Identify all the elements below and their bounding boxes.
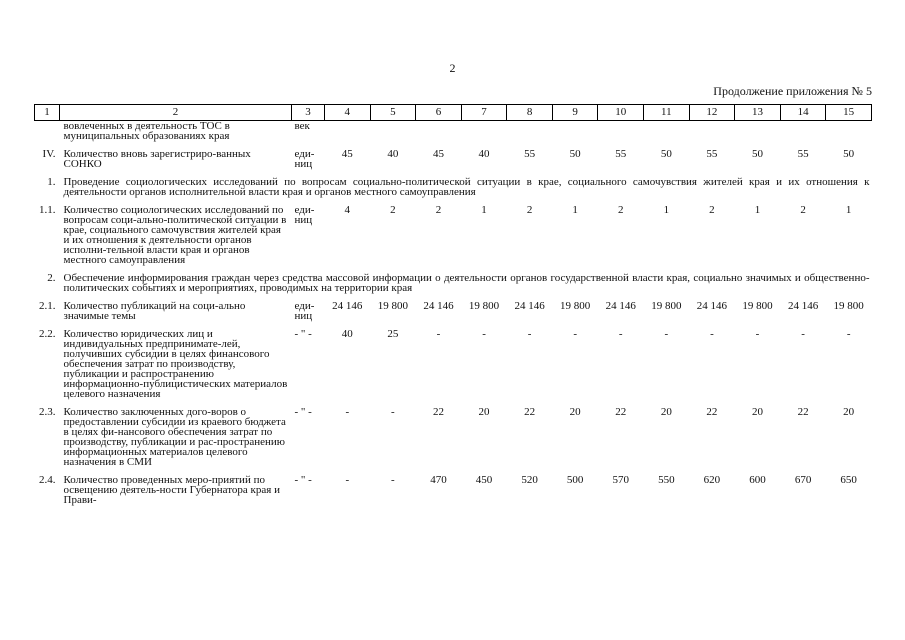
column-header: 3 [292, 105, 325, 121]
column-header: 10 [598, 105, 644, 121]
value-cell: 24 146 [332, 300, 363, 312]
value-cell: 22 [432, 406, 444, 418]
value-cell: 20 [660, 406, 672, 418]
value-cell: - [664, 328, 669, 340]
value-cell: 40 [478, 148, 490, 160]
value-cell: 19 800 [651, 300, 682, 312]
value-cell: - [710, 328, 714, 340]
unit-cell: - " - [294, 328, 312, 340]
indicator-name: Количество проведенных меро-приятий по освещению деятель-ности Губернатора края и Прави- [63, 474, 280, 506]
unit-cell: еди-ниц [294, 148, 315, 170]
value-cell: 19 800 [468, 300, 500, 312]
row-number: 2. [47, 272, 56, 284]
value-cell: 1 [754, 204, 761, 216]
value-cell: 19 800 [560, 300, 591, 312]
column-header: 5 [370, 105, 416, 121]
column-header: 11 [644, 105, 690, 121]
indicator-name: Количество юридических лиц и индивидуальных предпринимате-лей, получивших субсидии в целях финансового обеспечения затрат по производству, публикации и распространению информационно-публицистических материалов целевого назначения [63, 328, 288, 400]
value-cell: 55 [524, 148, 536, 160]
value-cell: 2 [800, 204, 806, 216]
column-header: 12 [689, 105, 735, 121]
value-cell: 2 [435, 204, 442, 216]
row-number: 2.4. [39, 474, 56, 486]
value-cell: 620 [703, 474, 721, 486]
row-number: 2.3. [39, 406, 56, 418]
row-number: 1.1. [39, 204, 56, 216]
value-cell: 550 [658, 474, 675, 486]
value-cell [598, 121, 644, 142]
value-cell: - [391, 406, 395, 418]
value-cell: - [482, 328, 486, 340]
value-cell: - [436, 328, 441, 340]
value-cell: 19 800 [833, 300, 864, 312]
table-header-row [35, 105, 872, 121]
indicator-name: вовлеченных в деятельность ТОС в муниципальных образованиях края [63, 120, 230, 142]
value-cell: 20 [751, 406, 763, 418]
indicator-name: Количество заключенных дого-воров о предоставлении субсидии из краевого бюджета в целях фи-нансового обеспечения затрат по производству, публикации и рас-пространению информационных материалов целевого назначения в СМИ [63, 406, 286, 468]
value-cell: - [527, 328, 532, 340]
value-cell: - [345, 474, 350, 486]
value-cell: 570 [612, 474, 629, 486]
indicator-name: Количество социологических исследований по вопросам соци-ально-политической ситуации в крае, социального самочувствия жителей края и их отношения к деятельности органов исполни-тельной власти края и органов местного самоуправления [63, 204, 287, 266]
value-cell: 22 [524, 406, 536, 418]
value-cell [689, 121, 735, 142]
value-cell: 24 146 [423, 300, 454, 312]
row-number: 1. [47, 176, 56, 188]
table-row [35, 121, 872, 142]
table-row [35, 475, 872, 505]
value-cell [644, 121, 690, 142]
column-header: 4 [325, 105, 371, 121]
page-number: 2 [449, 61, 456, 75]
value-cell [325, 121, 371, 142]
value-cell: 2 [526, 204, 533, 216]
row-number: IV. [42, 148, 56, 160]
column-header: 13 [735, 105, 781, 121]
value-cell [552, 121, 598, 142]
value-cell [826, 121, 872, 142]
column-header: 6 [416, 105, 462, 121]
value-cell: 2 [618, 204, 624, 216]
unit-cell: - " - [294, 474, 312, 486]
value-cell: 19 800 [377, 300, 408, 312]
value-cell: - [755, 328, 760, 340]
value-cell: 25 [387, 328, 399, 340]
value-cell: 24 146 [605, 300, 636, 312]
value-cell: - [573, 328, 578, 340]
unit-cell: еди-ниц [294, 300, 315, 322]
value-cell: - [391, 474, 395, 486]
value-cell: 50 [843, 148, 855, 160]
value-cell: 55 [706, 148, 718, 160]
value-cell: 22 [615, 406, 627, 418]
value-cell: 2 [709, 204, 715, 216]
value-cell: - [801, 328, 805, 340]
table-row [35, 149, 872, 169]
indicators-table [34, 104, 872, 505]
column-header: 7 [461, 105, 507, 121]
section-title: Обеспечение информирования граждан через средства массовой информации о деятельности органов государственной власти края, социально значимых и общественно-политических событиях и мероприятиях, проводимых на территории края [63, 272, 870, 294]
value-cell: 24 146 [514, 300, 545, 312]
value-cell: 40 [341, 328, 353, 340]
value-cell [461, 121, 507, 142]
column-header: 2 [60, 105, 292, 121]
value-cell: 20 [478, 406, 490, 418]
unit-cell: век [294, 120, 310, 132]
value-cell: 600 [749, 474, 766, 486]
section-row [35, 273, 872, 293]
value-cell: - [345, 406, 350, 418]
value-cell: 520 [521, 474, 538, 486]
value-cell: 470 [430, 474, 447, 486]
value-cell [780, 121, 826, 142]
section-row [35, 177, 872, 197]
value-cell: 55 [615, 148, 627, 160]
table-row [35, 329, 872, 399]
column-header: 1 [35, 105, 60, 121]
value-cell: 45 [432, 148, 444, 160]
value-cell: 22 [797, 406, 809, 418]
indicator-name: Количество вновь зарегистриро-ванных СОНКО [63, 148, 251, 170]
table-row [35, 407, 872, 467]
unit-cell: - " - [294, 406, 312, 418]
value-cell [507, 121, 553, 142]
value-cell [416, 121, 462, 142]
value-cell: 55 [797, 148, 809, 160]
value-cell: 19 800 [742, 300, 773, 312]
column-header: 15 [826, 105, 872, 121]
value-cell [735, 121, 781, 142]
value-cell: 50 [751, 148, 763, 160]
value-cell: 24 146 [696, 300, 728, 312]
value-cell: 450 [475, 474, 493, 486]
value-cell: 1 [572, 204, 578, 216]
value-cell: 650 [840, 474, 857, 486]
value-cell: 1 [663, 204, 670, 216]
value-cell: 4 [344, 204, 351, 216]
table-row [35, 301, 872, 321]
value-cell: 1 [481, 204, 487, 216]
value-cell: 20 [843, 406, 855, 418]
continuation-label: Продолжение приложения № 5 [713, 84, 872, 98]
indicator-name: Количество публикаций на соци-ально значимые темы [63, 300, 246, 322]
value-cell: 1 [845, 204, 852, 216]
value-cell: 22 [706, 406, 718, 418]
value-cell: 2 [390, 204, 396, 216]
row-number: 2.2. [39, 328, 56, 340]
value-cell: 45 [341, 148, 353, 160]
value-cell: 670 [794, 474, 812, 486]
column-header: 8 [507, 105, 553, 121]
column-header: 14 [780, 105, 826, 121]
row-number: 2.1. [39, 300, 56, 312]
value-cell: 24 146 [787, 300, 819, 312]
row-number [35, 121, 60, 142]
value-cell: 40 [387, 148, 399, 160]
value-cell [370, 121, 416, 142]
column-header: 9 [552, 105, 598, 121]
value-cell: - [618, 328, 623, 340]
value-cell: 50 [660, 148, 672, 160]
unit-cell: еди-ниц [294, 204, 315, 226]
value-cell: 50 [569, 148, 581, 160]
section-title: Проведение социологических исследований по вопросам социально-политической ситуации в крае, социального самочувствия жителей края и их отношения к деятельности органов исполнительной власти края и органов местного самоуправления [63, 176, 870, 198]
value-cell: - [846, 328, 851, 340]
value-cell: 500 [566, 474, 584, 486]
value-cell: 20 [569, 406, 581, 418]
table-row [35, 205, 872, 265]
